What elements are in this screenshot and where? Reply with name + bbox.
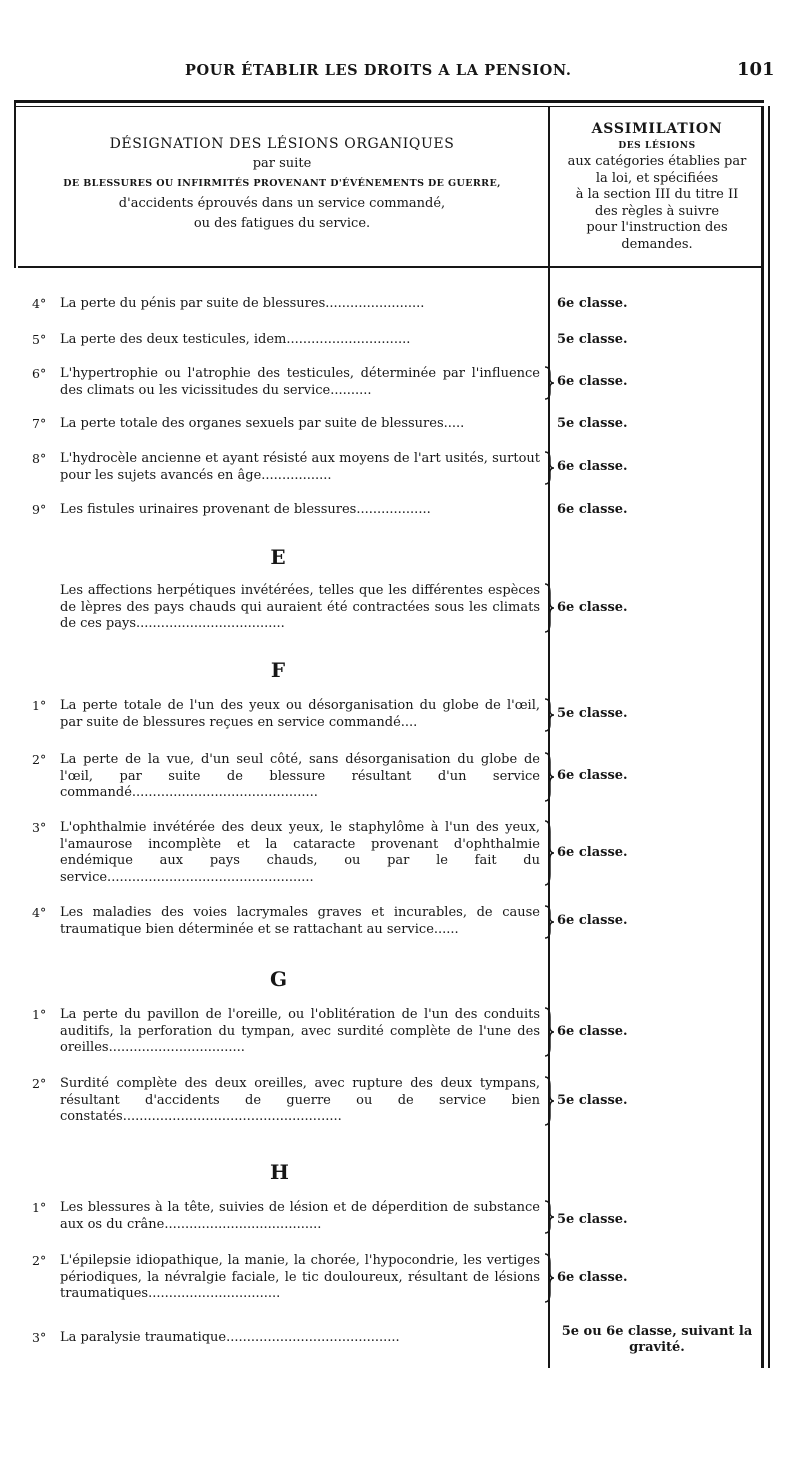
row-class: 5e classe. bbox=[557, 1212, 628, 1227]
row-class: 5e ou 6e classe, suivant la gravité. bbox=[561, 1324, 753, 1355]
row-class: 6e classe. bbox=[557, 1270, 628, 1285]
row-number: 2° bbox=[32, 752, 47, 767]
row-text: La perte totale des organes sexuels par suite de blessures..... bbox=[60, 416, 465, 431]
header-right-line-7: pour l'instruction des bbox=[586, 220, 728, 235]
section-e-class: 6e classe. bbox=[557, 600, 628, 615]
table-row bbox=[32, 366, 540, 399]
table-row bbox=[32, 820, 540, 886]
table-row bbox=[32, 752, 540, 802]
table-row bbox=[32, 1076, 540, 1126]
table-row bbox=[32, 1253, 540, 1303]
row-number: 6° bbox=[32, 366, 47, 381]
row-number: 4° bbox=[32, 296, 47, 311]
row-class: 5e classe. bbox=[557, 332, 628, 347]
row-number: 2° bbox=[32, 1253, 47, 1268]
column-divider bbox=[548, 106, 550, 1368]
table-top-rule bbox=[14, 100, 764, 103]
header-right-line-8: demandes. bbox=[621, 236, 693, 252]
row-number: 1° bbox=[32, 698, 47, 713]
row-class: 6e classe. bbox=[557, 845, 628, 860]
row-class: 6e classe. bbox=[557, 459, 628, 474]
header-bottom-rule bbox=[18, 266, 763, 268]
row-text: Les blessures à la tête, suivies de lésion et de déperdition de substance aux os du crâne...................................... bbox=[60, 1200, 540, 1232]
row-text: L'épilepsie idiopathique, la manie, la chorée, l'hypocondrie, les vertiges périodiques, la névralgie faciale, le tic douloureux, résultant de lésions traumatiques................................ bbox=[60, 1253, 540, 1301]
brace bbox=[543, 451, 555, 485]
table-row bbox=[32, 416, 540, 433]
header-right-line-1: ASSIMILATION bbox=[591, 121, 723, 137]
section-letter-g: G bbox=[270, 967, 288, 991]
brace bbox=[543, 366, 555, 400]
brace bbox=[543, 905, 555, 939]
row-text: La paralysie traumatique.......................................... bbox=[60, 1330, 400, 1345]
section-letter-h: H bbox=[270, 1160, 289, 1184]
row-class: 6e classe. bbox=[557, 296, 628, 311]
running-title: POUR ÉTABLIR LES DROITS A LA PENSION. bbox=[185, 62, 572, 79]
header-right-line-5: à la section III du titre II bbox=[575, 187, 739, 202]
row-class: 6e classe. bbox=[557, 768, 628, 783]
section-letter-e: E bbox=[270, 545, 286, 569]
table-right-border-outer bbox=[768, 106, 770, 1368]
row-number: 5° bbox=[32, 332, 47, 347]
row-text: Surdité complète des deux oreilles, avec rupture des deux tympans, résultant d'accidents de guerre ou de service bien constatés..................................................... bbox=[60, 1076, 540, 1124]
row-text: La perte de la vue, d'un seul côté, sans désorganisation du globe de l'œil, par suite de blessure résultant d'un service commandé............................................. bbox=[60, 752, 540, 800]
row-number: 2° bbox=[32, 1076, 47, 1091]
row-text: La perte du pénis par suite de blessures........................ bbox=[60, 296, 425, 311]
header-left-line-5: ou des fatigues du service. bbox=[193, 216, 371, 231]
header-left-line-1: DÉSIGNATION DES LÉSIONS ORGANIQUES bbox=[109, 136, 455, 152]
row-class: 6e classe. bbox=[557, 502, 628, 517]
table-row bbox=[32, 905, 540, 938]
brace bbox=[543, 583, 555, 633]
row-number: 1° bbox=[32, 1200, 47, 1215]
header-right-line-2: DES LÉSIONS bbox=[618, 140, 696, 151]
row-number: 3° bbox=[32, 1330, 47, 1345]
row-number: 9° bbox=[32, 502, 47, 517]
brace bbox=[543, 1200, 555, 1234]
brace bbox=[543, 752, 555, 802]
row-class: 6e classe. bbox=[557, 913, 628, 928]
header-right-line-4: la loi, et spécifiées bbox=[595, 170, 719, 186]
table-row bbox=[32, 698, 540, 731]
row-number: 8° bbox=[32, 451, 47, 466]
row-class: 6e classe. bbox=[557, 1024, 628, 1039]
row-text: La perte totale de l'un des yeux ou désorganisation du globe de l'œil, par suite de blessures reçues en service commandé.... bbox=[60, 698, 540, 730]
table-row bbox=[32, 1200, 540, 1233]
running-head bbox=[0, 59, 800, 88]
row-class: 5e classe. bbox=[557, 416, 628, 431]
table-top-rule-thin bbox=[14, 106, 764, 107]
header-left-line-2: par suite bbox=[252, 156, 312, 171]
row-class: 6e classe. bbox=[557, 374, 628, 389]
table-row bbox=[32, 1330, 540, 1347]
row-text: Les fistules urinaires provenant de blessures.................. bbox=[60, 502, 431, 517]
header-left-line-3: DE BLESSURES OU INFIRMITÉS PROVENANT D'ÉVÉNEMENTS DE GUERRE, bbox=[63, 178, 501, 189]
section-e-text: Les affections herpétiques invétérées, telles que les différentes espèces de lèpres des pays chauds qui auraient été contractées sous les climats de ces pays.................................... bbox=[60, 583, 540, 631]
section-letter-f: F bbox=[270, 658, 286, 682]
brace bbox=[543, 1076, 555, 1126]
page-number: 101 bbox=[737, 59, 775, 80]
brace bbox=[543, 820, 555, 886]
row-text: La perte des deux testicules, idem.............................. bbox=[60, 332, 411, 347]
header-right-line-3: aux catégories établies par bbox=[567, 154, 747, 169]
table-left-border bbox=[14, 103, 16, 268]
row-class: 5e classe. bbox=[557, 706, 628, 721]
row-text: La perte du pavillon de l'oreille, ou l'oblitération de l'un des conduits auditifs, la perforation du tympan, avec surdité complète de l'une des oreilles................................. bbox=[60, 1007, 540, 1055]
table-row bbox=[32, 451, 540, 484]
row-text: L'hypertrophie ou l'atrophie des testicules, déterminée par l'influence des climats ou les vicissitudes du service.......... bbox=[60, 366, 540, 398]
table-right-border bbox=[761, 106, 764, 1368]
brace bbox=[543, 698, 555, 732]
row-number: 3° bbox=[32, 820, 47, 835]
header-left-line-4: d'accidents éprouvés dans un service commandé, bbox=[118, 196, 446, 211]
column-header-assimilation bbox=[552, 121, 762, 253]
row-number: 7° bbox=[32, 416, 47, 431]
brace bbox=[543, 1007, 555, 1057]
table-row bbox=[32, 296, 540, 313]
row-text: L'ophthalmie invétérée des deux yeux, le staphylôme à l'un des yeux, l'amaurose incomplète et la cataracte provenant d'ophthalmie endémique aux pays chauds, ou par le fait du service.................................................. bbox=[60, 820, 540, 885]
row-number: 4° bbox=[32, 905, 47, 920]
row-text: Les maladies des voies lacrymales graves et incurables, de cause traumatique bien déterminée et se rattachant au service...... bbox=[60, 905, 540, 937]
column-header-designation bbox=[18, 134, 546, 234]
table-row bbox=[32, 332, 540, 349]
row-number: 1° bbox=[32, 1007, 47, 1022]
row-text: L'hydrocèle ancienne et ayant résisté aux moyens de l'art usités, surtout pour les sujets avancés en âge................. bbox=[60, 451, 540, 483]
table-row bbox=[32, 1007, 540, 1057]
header-right-line-6: des règles à suivre bbox=[594, 203, 720, 219]
table-row bbox=[32, 502, 540, 519]
row-class: 5e classe. bbox=[557, 1093, 628, 1108]
brace bbox=[543, 1253, 555, 1303]
